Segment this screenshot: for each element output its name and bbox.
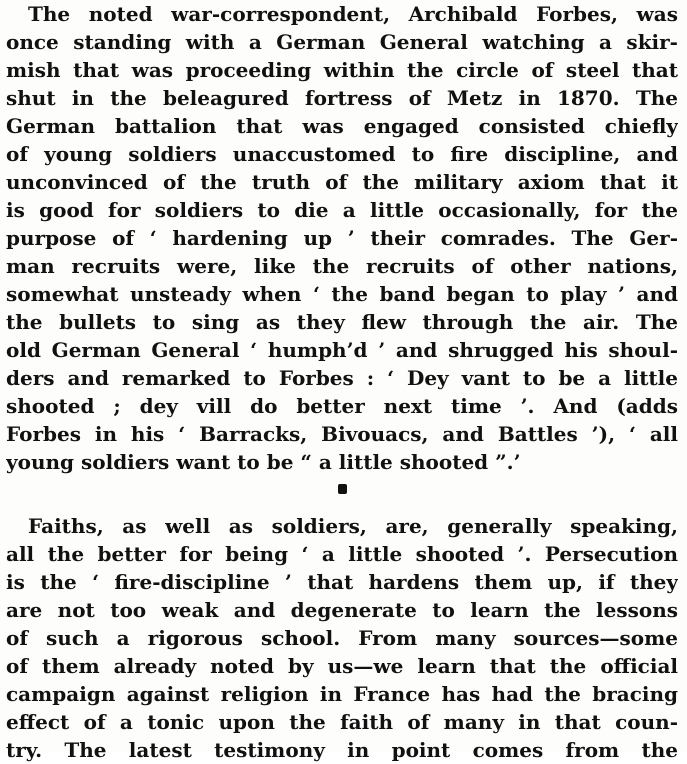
text-line: The noted war-correspondent, Archibald Forbes, was [28,2,678,26]
text-line: are not too weak and degenerate to learn the lessons [6,598,678,622]
text-line: of such a rigorous school. From many sources—some [6,626,678,650]
text-line: shooted ; dey vill do better next time ’. And (adds [6,394,678,418]
text-line: old German General ‘ humph’d ’ and shrugged his shoul- [6,338,678,362]
text-line: campaign against religion in France has had the bracing [6,682,678,706]
text-line: German battalion that was engaged consisted chiefly [6,114,678,138]
text-line: once standing with a German General watching a skir- [6,30,678,54]
text-line: unconvinced of the truth of the military axiom that it [6,170,678,194]
text-line: purpose of ‘ hardening up ’ their comrades. The Ger- [6,226,678,250]
text-line: try. The latest testimony in point comes from the [6,738,678,762]
text-line: mish that was proceeding within the circle of steel that [6,58,678,82]
text-line: effect of a tonic upon the faith of many in that coun- [6,710,678,734]
text-line: Forbes in his ‘ Barracks, Bivouacs, and Battles ’), ‘ all [6,422,678,446]
text-line: somewhat unsteady when ‘ the band began to play ’ and [6,282,678,306]
text-line: man recruits were, like the recruits of other nations, [6,254,678,278]
text-line: all the better for being ‘ a little shooted ’. Persecution [6,542,678,566]
text-line: young soldiers want to be “ a little shooted ”.’ [6,450,521,474]
text-line: shut in the beleagured fortress of Metz in 1870. The [6,86,678,110]
text-line: the bullets to sing as they flew through the air. The [6,310,678,334]
text-line: is the ‘ fire-discipline ’ that hardens them up, if they [6,570,678,594]
text-line: Faiths, as well as soldiers, are, generally speaking, [28,514,678,538]
text-line: of young soldiers unaccustomed to fire discipline, and [6,142,678,166]
text-line: ders and remarked to Forbes : ‘ Dey vant to be a little [6,366,678,390]
section-separator-bullet [338,484,347,494]
text-line: of them already noted by us—we learn that the official [6,654,678,678]
text-line: is good for soldiers to die a little occasionally, for the [6,198,678,222]
